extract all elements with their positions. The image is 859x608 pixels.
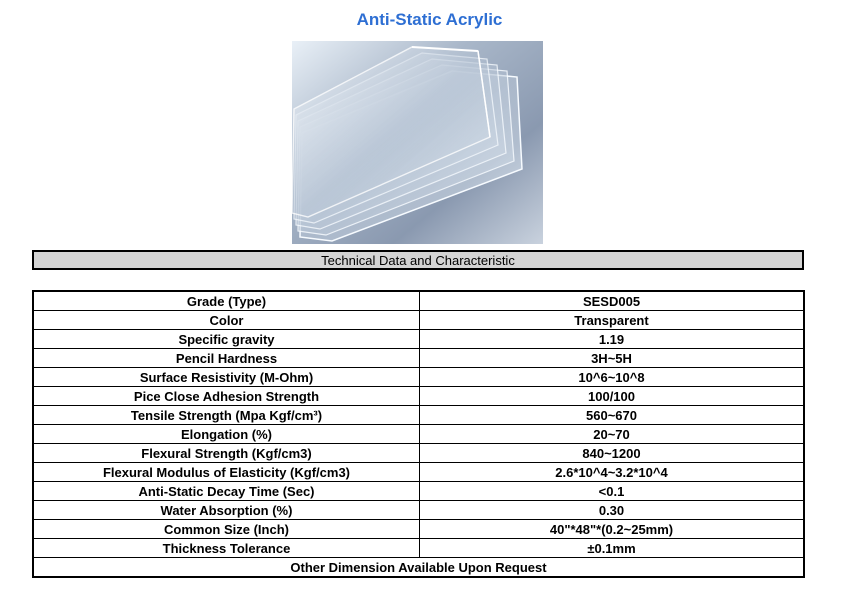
row-label: Anti-Static Decay Time (Sec): [33, 482, 420, 501]
table-row: [33, 501, 804, 520]
row-label: Tensile Strength (Mpa Kgf/cm³): [33, 406, 420, 425]
row-value: 840~1200: [420, 444, 805, 463]
row-value: 40"*48"*(0.2~25mm): [420, 520, 805, 539]
row-value: SESD005: [420, 291, 805, 311]
acrylic-sheets-photo: [292, 41, 543, 244]
row-label: Pencil Hardness: [33, 349, 420, 368]
row-value: 20~70: [420, 425, 805, 444]
row-label: Specific gravity: [33, 330, 420, 349]
table-row: [33, 539, 804, 558]
table-row: [33, 425, 804, 444]
row-label: Water Absorption (%): [33, 501, 420, 520]
row-label: Common Size (Inch): [33, 520, 420, 539]
row-value: 0.30: [420, 501, 805, 520]
row-value: 560~670: [420, 406, 805, 425]
table-row: [33, 330, 804, 349]
table-row: [33, 311, 804, 330]
row-label: Flexural Strength (Kgf/cm3): [33, 444, 420, 463]
table-row: [33, 368, 804, 387]
row-label: Elongation (%): [33, 425, 420, 444]
row-label: Grade (Type): [33, 291, 420, 311]
table-footer-note: Other Dimension Available Upon Request: [33, 558, 804, 578]
row-value: Transparent: [420, 311, 805, 330]
table-row: [33, 482, 804, 501]
row-label: Flexural Modulus of Elasticity (Kgf/cm3): [33, 463, 420, 482]
row-value: 10^6~10^8: [420, 368, 805, 387]
row-value: 2.6*10^4~3.2*10^4: [420, 463, 805, 482]
row-label: Color: [33, 311, 420, 330]
table-row: [33, 349, 804, 368]
table-footer-row: [33, 558, 804, 578]
row-label: Surface Resistivity (M-Ohm): [33, 368, 420, 387]
row-value: ±0.1mm: [420, 539, 805, 558]
table-row: [33, 387, 804, 406]
row-value: 1.19: [420, 330, 805, 349]
table-row: [33, 444, 804, 463]
table-row: [33, 291, 804, 311]
row-label: Thickness Tolerance: [33, 539, 420, 558]
table-row: [33, 520, 804, 539]
table-row: [33, 463, 804, 482]
row-value: 3H~5H: [420, 349, 805, 368]
row-value: 100/100: [420, 387, 805, 406]
row-label: Pice Close Adhesion Strength: [33, 387, 420, 406]
page-title: Anti-Static Acrylic: [356, 10, 503, 29]
row-value: <0.1: [420, 482, 805, 501]
section-heading: Technical Data and Characteristic: [32, 250, 804, 270]
table-row: [33, 406, 804, 425]
spec-table: [32, 290, 805, 578]
